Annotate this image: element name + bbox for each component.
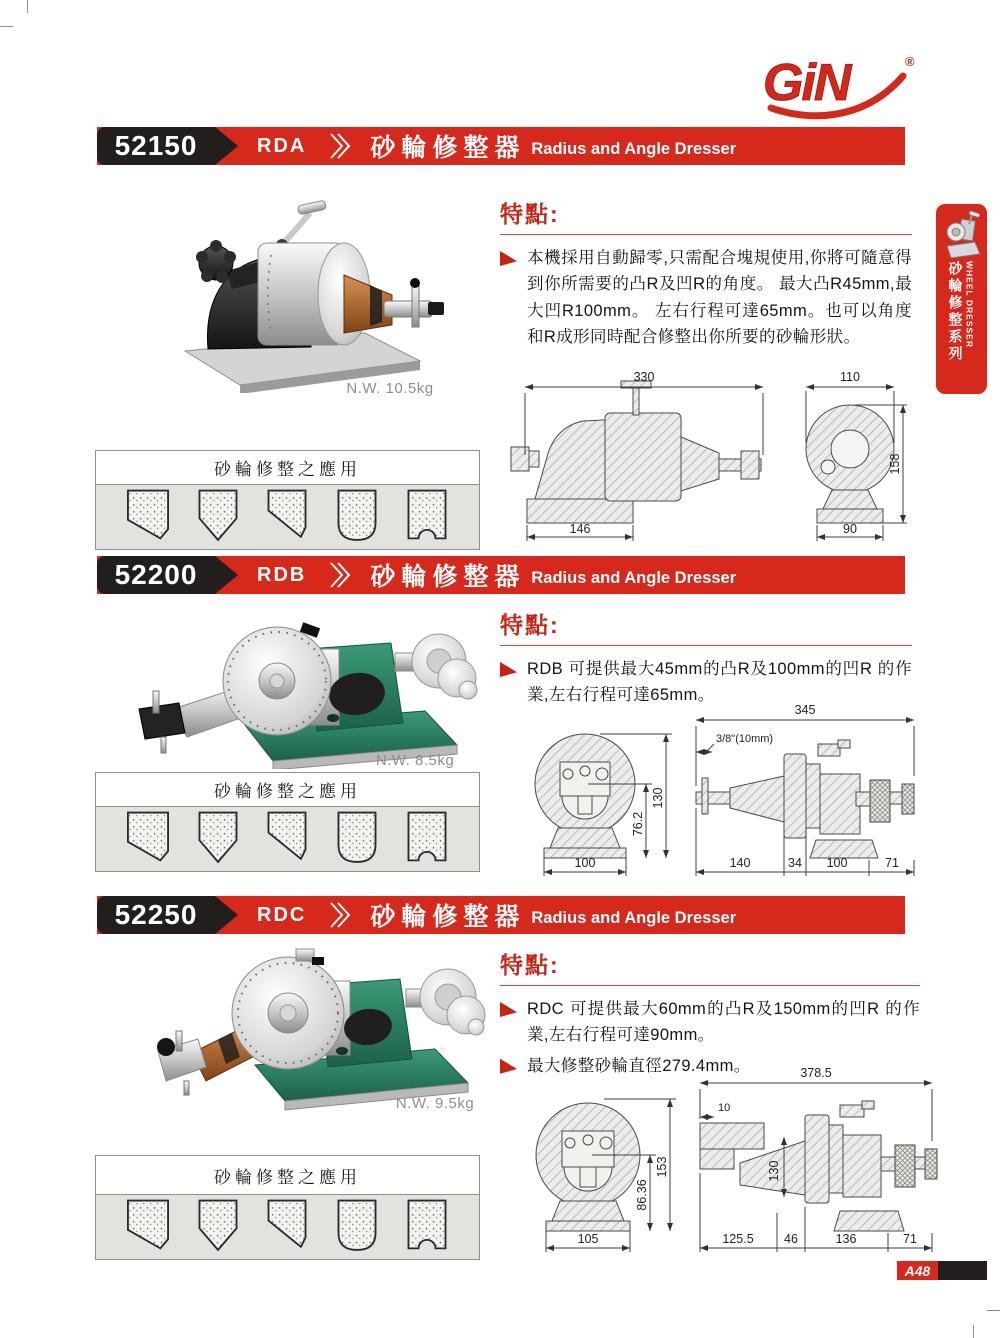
net-weight-rdb: N.W. 8.5kg: [375, 752, 455, 769]
wheel-profile-chisel-icon: [259, 489, 315, 543]
features-heading: 特點:: [500, 947, 920, 986]
dim-seg4: 71: [903, 1232, 917, 1246]
net-weight-rda: N.W. 10.5kg: [346, 380, 434, 397]
dim-front-width: 110: [840, 370, 860, 384]
feature-bullet: RDC 可提供最大60mm的凸R及150mm的凹R 的作業,左右行程可達90mm。: [500, 996, 920, 1049]
wheel-profile-round-icon: [329, 1199, 385, 1253]
sidebar-series-labels: [949, 261, 975, 363]
model-number: 52150: [114, 130, 198, 161]
model-code: RDC: [257, 903, 307, 926]
crop-mark-top-left-v: [27, 0, 28, 13]
wheel-profile-icons: [96, 1194, 479, 1259]
wheel-profile-icons: [96, 484, 479, 549]
dim-side-length: 378.5: [800, 1066, 832, 1080]
wheel-profile-chisel-icon: [259, 1199, 315, 1253]
chevron-icon: [328, 130, 352, 162]
product-photo-rdb: [95, 597, 485, 769]
feature-bullet: 最大修整砂輪直徑279.4mm。: [500, 1053, 920, 1079]
product-title-zh: 砂輪修整器: [370, 563, 526, 591]
section-header-rdc: [97, 896, 905, 934]
wheel-profile-notched-icon: [399, 489, 455, 543]
header-content: [257, 896, 736, 934]
dim-front-height: 153: [655, 1156, 669, 1178]
product-title-en: Radius and Angle Dresser: [531, 568, 737, 587]
product-title-zh: 砂輪修整器: [370, 134, 526, 162]
product-photo-rdc: [100, 935, 500, 1113]
feature-bullet: RDB 可提供最大45mm的凸R及100mm的凹R 的作業,左右行程可達65mm。: [500, 656, 912, 709]
model-badge-rdb: [97, 556, 215, 594]
page-number-bar: [938, 1261, 987, 1280]
section-header-rda: [97, 127, 905, 165]
application-box-rdb: [95, 772, 480, 872]
crop-mark-bottom-right-v: [973, 1325, 974, 1338]
dim-seg2: 46: [784, 1232, 798, 1246]
dim-cone-dia: 130: [767, 1160, 781, 1182]
dim-side-base: 146: [569, 522, 591, 536]
features-rda: [500, 196, 912, 355]
model-code: RDB: [257, 563, 307, 586]
wheel-profile-v-point-icon: [190, 811, 246, 865]
dim-seg4: 71: [885, 856, 899, 870]
technical-drawing-rda: [505, 363, 915, 548]
crop-mark-bottom-right-h: [987, 1310, 1000, 1311]
dim-front-height: 130: [651, 787, 665, 809]
model-badge-rda: [97, 127, 215, 165]
section-header-rdb: [97, 556, 905, 594]
dim-front-center-height: 76.2: [631, 811, 645, 837]
page-number: A48: [904, 1262, 931, 1279]
wheel-dresser-machine-icon: [942, 210, 982, 258]
dim-side-length: 330: [633, 370, 655, 384]
dim-tip: 3/8"(10mm): [716, 733, 774, 745]
header-content: [257, 556, 736, 594]
product-title-en: Radius and Angle Dresser: [531, 139, 737, 158]
wheel-profile-round-icon: [329, 811, 385, 865]
chevron-icon: [328, 899, 352, 931]
product-title-zh: 砂輪修整器: [370, 903, 526, 931]
dim-front-base: 105: [577, 1232, 599, 1246]
features-heading: 特點:: [500, 607, 912, 646]
dim-tip: 10: [718, 1102, 731, 1114]
product-title-en: Radius and Angle Dresser: [531, 908, 737, 927]
wheel-profile-round-icon: [329, 489, 385, 543]
feature-bullet: 本機採用自動歸零,只需配合塊規使用,你將可隨意得到你所需要的凸R及凹R的角度。 最大凸R45mm,最大凹R100mm。 左右行程可達65mm。也可以角度和R成形同時配合修整出你所要的砂輪形狀。: [500, 245, 912, 351]
wheel-profile-v-point-icon: [190, 489, 246, 543]
product-photo-rda: [130, 183, 460, 393]
dim-seg3: 136: [835, 1232, 857, 1246]
chevron-icon: [328, 559, 352, 591]
brand-registered-mark: ®: [905, 54, 915, 69]
sidebar-series-tab: [936, 204, 987, 394]
net-weight-rdc: N.W. 9.5kg: [395, 1095, 475, 1112]
series-label-en: WHEEL DRESSER: [964, 261, 975, 348]
technical-drawing-rdc: [500, 1063, 940, 1258]
dim-seg3: 100: [826, 856, 848, 870]
application-box-rdc: [95, 1155, 480, 1260]
page-number-badge: [897, 1261, 987, 1280]
model-code: RDA: [257, 134, 307, 157]
dim-side-length: 345: [794, 703, 816, 717]
dim-seg1: 125.5: [722, 1232, 754, 1246]
wheel-profile-notched-icon: [399, 811, 455, 865]
wheel-profile-icons: [96, 806, 479, 871]
wheel-profile-angled-point-icon: [120, 489, 176, 543]
wheel-profile-v-point-icon: [190, 1199, 246, 1253]
header-content: [257, 127, 736, 165]
dim-seg1: 140: [729, 856, 751, 870]
series-label-zh: 砂輪修整系列: [947, 261, 964, 363]
model-number: 52200: [114, 559, 198, 590]
dim-front-height: 158: [888, 453, 902, 475]
wheel-profile-notched-icon: [399, 1199, 455, 1253]
wheel-profile-angled-point-icon: [120, 1199, 176, 1253]
dim-front-center-height: 86.36: [635, 1179, 649, 1211]
application-title: 砂輪修整之應用: [214, 1167, 361, 1187]
crop-mark-top-left-h: [0, 26, 13, 27]
model-badge-rdc: [97, 896, 215, 934]
brand-logo-text: GiN: [763, 54, 850, 112]
model-number: 52250: [114, 899, 198, 930]
application-box-rda: [95, 450, 480, 550]
features-rdb: [500, 607, 912, 713]
technical-drawing-rdb: [500, 700, 920, 880]
features-heading: 特點:: [500, 196, 912, 235]
wheel-profile-angled-point-icon: [120, 811, 176, 865]
dim-front-base: 100: [574, 856, 596, 870]
application-title: 砂輪修整之應用: [214, 782, 361, 801]
dim-seg2: 34: [788, 856, 802, 870]
application-title: 砂輪修整之應用: [214, 460, 361, 479]
dim-front-base: 90: [843, 522, 857, 536]
wheel-profile-chisel-icon: [259, 811, 315, 865]
brand-logo: [757, 48, 925, 124]
